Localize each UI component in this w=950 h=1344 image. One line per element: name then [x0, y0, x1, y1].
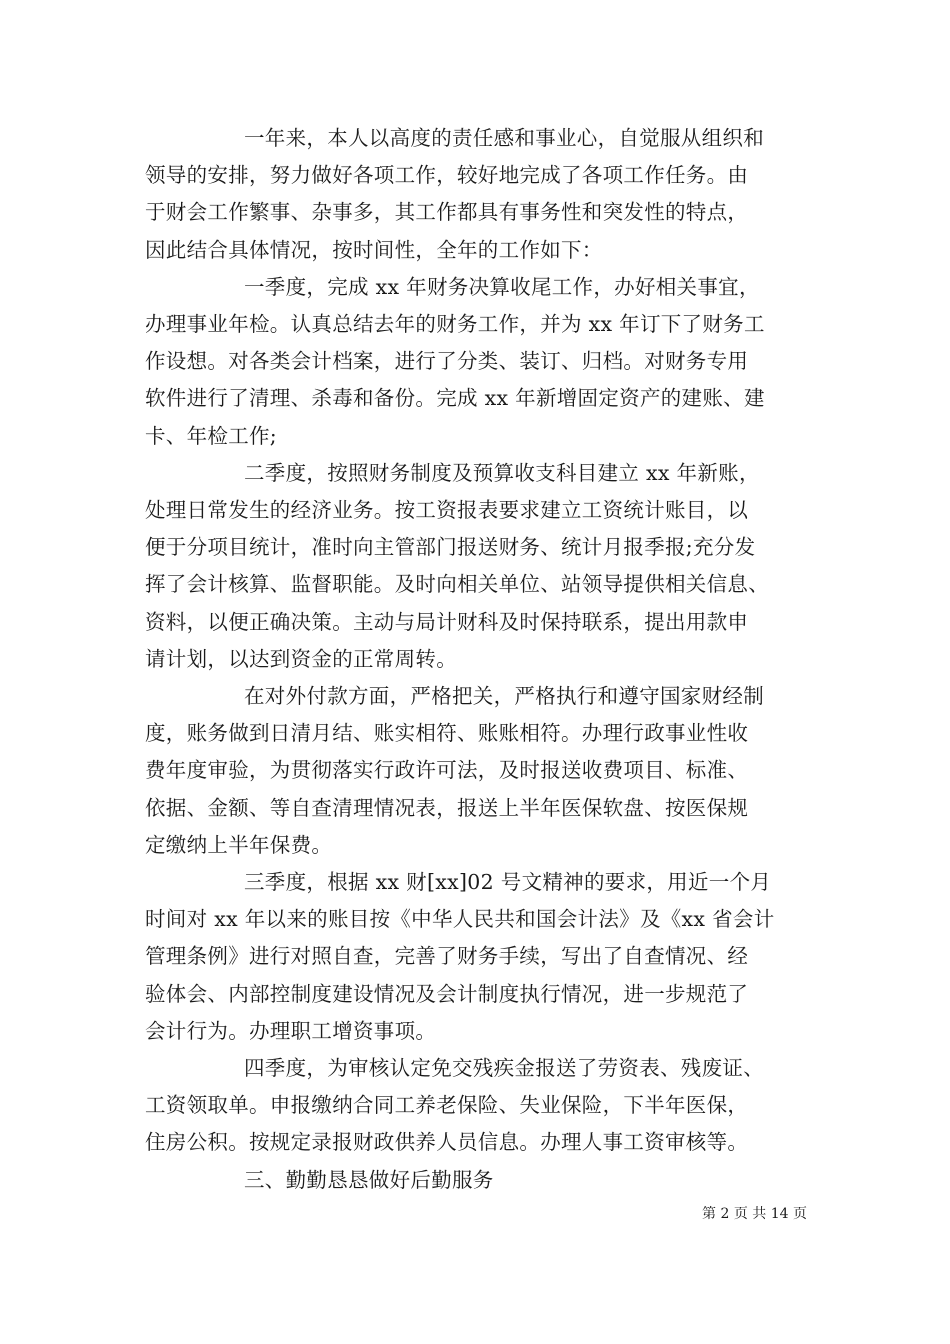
text-line: 四季度，为审核认定免交残疾金报送了劳资表、残废证、 [244, 1056, 764, 1081]
text-line: 费年度审验，为贯彻落实行政许可法，及时报送收费项目、标准、 [145, 758, 749, 783]
text-line: 一年来，本人以高度的责任感和事业心，自觉服从组织和 [244, 126, 764, 150]
text-line: 请计划，以达到资金的正常周转。 [145, 646, 457, 671]
paragraph [145, 269, 813, 455]
text-line: 在对外付款方面，严格把关，严格执行和遵守国家财经制 [244, 684, 764, 709]
paragraph [145, 120, 813, 269]
text-line: 作设想。对各类会计档案，进行了分类、装订、归档。对财务专用 [145, 349, 749, 374]
text-line: 因此结合具体情况，按时间性，全年的工作如下： [145, 237, 603, 262]
text-line: 会计行为。办理职工增资事项。 [145, 1018, 437, 1043]
page-number-footer: 第 2 页 共 14 页 [702, 1206, 807, 1222]
text-line: 一季度，完成 xx 年财务决算收尾工作，办好相关事宜， [244, 274, 760, 299]
text-line: 办理事业年检。认真总结去年的财务工作，并为 xx 年订下了财务工 [145, 312, 765, 337]
text-line: 度，账务做到日清月结、账实相符、账账相符。办理行政事业性收 [145, 721, 749, 746]
document-body [145, 120, 813, 1199]
text-line: 三季度，根据 xx 财[xx]02 号文精神的要求，用近一个月 [244, 870, 772, 895]
text-line: 处理日常发生的经济业务。按工资报表要求建立工资统计账目，以 [145, 498, 749, 523]
paragraph [145, 1050, 813, 1162]
text-line: 卡、年检工作; [145, 423, 278, 448]
text-line: 二季度，按照财务制度及预算收支科目建立 xx 年新账， [244, 460, 760, 485]
text-line: 管理条例》进行对照自查，完善了财务手续，写出了自查情况、经 [145, 944, 749, 969]
text-line: 定缴纳上半年保费。 [145, 832, 333, 857]
text-line: 三、勤勤恳恳做好后勤服务 [244, 1167, 494, 1192]
paragraph [145, 1162, 813, 1199]
paragraph [145, 678, 813, 864]
text-line: 挥了会计核算、监督职能。及时向相关单位、站领导提供相关信息、 [145, 572, 769, 597]
text-line: 软件进行了清理、杀毒和备份。完成 xx 年新增固定资产的建账、建 [145, 386, 765, 411]
text-line: 于财会工作繁事、杂事多，其工作都具有事务性和突发性的特点， [145, 200, 749, 225]
text-line: 便于分项目统计，准时向主管部门报送财务、统计月报季报;充分发 [145, 535, 756, 560]
paragraph [145, 455, 813, 678]
paragraph [145, 864, 813, 1050]
text-line: 工资领取单。申报缴纳合同工养老保险、失业保险，下半年医保， [145, 1093, 749, 1118]
text-line: 住房公积。按规定录报财政供养人员信息。办理人事工资审核等。 [145, 1130, 749, 1155]
text-line: 时间对 xx 年以来的账目按《中华人民共和国会计法》及《xx 省会计 [145, 907, 775, 932]
text-line: 验体会、内部控制度建设情况及会计制度执行情况，进一步规范了 [145, 981, 749, 1006]
text-line: 领导的安排，努力做好各项工作，较好地完成了各项工作任务。由 [145, 163, 749, 188]
text-line: 依据、金额、等自查清理情况表，报送上半年医保软盘、按医保规 [145, 795, 749, 820]
text-line: 资料，以便正确决策。主动与局计财科及时保持联系，提出用款申 [145, 609, 749, 634]
